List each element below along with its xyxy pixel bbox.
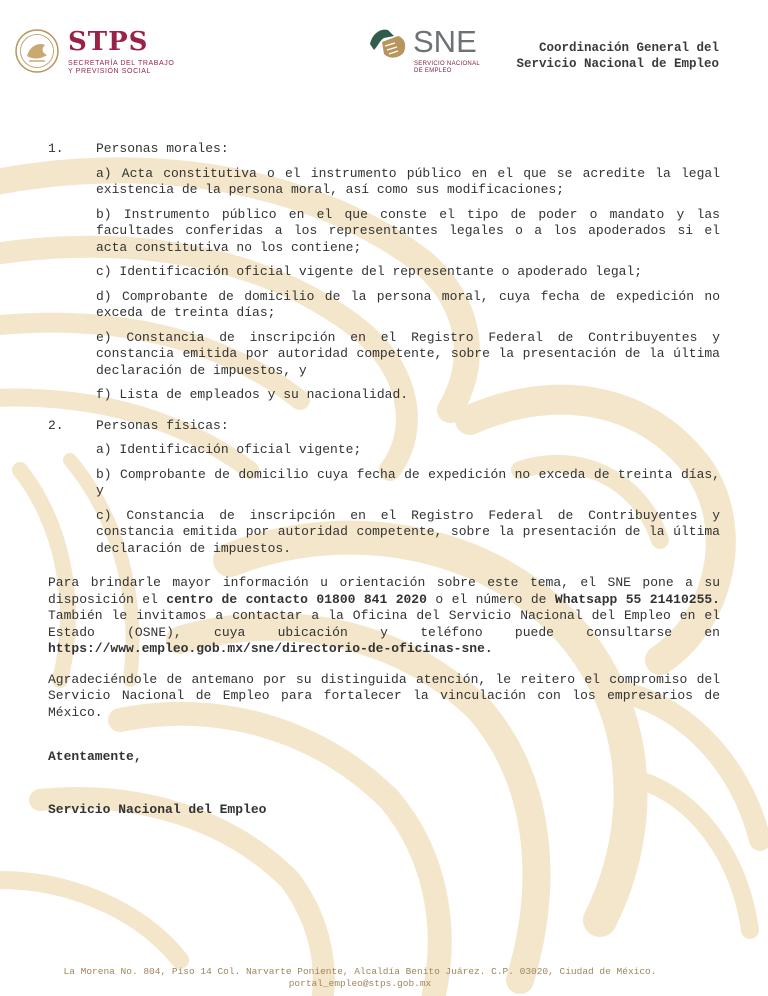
sne-subtitle <box>414 61 498 75</box>
closing-salutation: Atentamente, <box>48 749 142 764</box>
coordination-line2: Servicio Nacional de Empleo <box>516 57 719 71</box>
contact-info-paragraph <box>48 575 720 658</box>
footer-address: La Morena No. 804, Piso 14 Col. Narvarte Poniente, Alcaldía Benito Juárez. C.P. 03020, Ciudad de México. <box>63 966 657 977</box>
thanks-paragraph: Agradeciéndole de antemano por su distinguida atención, le reitero el compromiso del Servicio Nacional de Empleo para fortalecer la vinculación con los empresarios de México. <box>48 671 720 720</box>
list-item: b) Comprobante de domicilio cuya fecha de expedición no exceda de treinta días, y <box>96 466 720 498</box>
stps-subtitle-line2: Y PREVISIÓN SOCIAL <box>68 68 152 75</box>
section-2-title: Personas físicas: <box>96 417 229 433</box>
sne-subtitle-line2: DE EMPLEO <box>414 68 452 74</box>
page-footer <box>0 966 720 990</box>
section-1-heading <box>48 141 720 158</box>
list-item: f) Lista de empleados y su nacionalidad. <box>96 387 409 402</box>
section-1-number: 1. <box>48 141 64 156</box>
info-text-1: Para brindarle mayor información u orientación sobre este tema, el SNE pone a su disposición el <box>48 575 720 607</box>
section-2-number: 2. <box>48 417 64 433</box>
stps-logo-text: STPS <box>68 27 149 57</box>
sne-logo-text: SNE <box>413 24 477 59</box>
signature: Servicio Nacional del Empleo <box>48 801 267 817</box>
list-item: e) Constancia de inscripción en el Registro Federal de Contribuyentes y constancia emitida por autoridad competente, sobre la presentación de la última declaración de impuestos, y <box>96 329 720 378</box>
letter-body <box>48 141 720 818</box>
whatsapp-number: Whatsapp 55 21410255. <box>554 591 720 607</box>
list-item: a) Acta constitutiva o el instrumento público en el que se acredite la legal existencia de la persona moral, así como sus modificaciones; <box>96 165 720 197</box>
list-item: a) Identificación oficial vigente; <box>96 442 362 457</box>
national-seal-icon <box>14 28 60 74</box>
sne-handshake-icon <box>368 24 408 62</box>
list-item: c) Constancia de inscripción en el Registro Federal de Contribuyentes y constancia emitida por autoridad competente, sobre la presentación de la última declaración de impuestos. <box>96 507 720 556</box>
section-1-title: Personas morales: <box>96 141 229 156</box>
stps-subtitle <box>68 60 198 76</box>
list-item: c) Identificación oficial vigente del representante o apoderado legal; <box>96 264 643 279</box>
coordination-heading <box>516 40 719 72</box>
coordination-line1: Coordinación General del <box>538 41 719 55</box>
info-text-3: También le invitamos a contactar a la Oficina del Servicio Nacional del Empleo en el Estado (OSNE), cuya ubicación y teléfono puede consultarse en <box>48 608 720 640</box>
stps-subtitle-line1: SECRETARÍA DEL TRABAJO <box>68 60 175 67</box>
sne-subtitle-line1: SERVICIO NACIONAL <box>414 61 481 67</box>
footer-email[interactable]: portal_empleo@stps.gob.mx <box>288 978 432 989</box>
section-2-heading <box>48 418 720 435</box>
list-item: b) Instrumento público en el que conste el tipo de poder o mandato y las facultades conferidas a los representantes legales o a los apoderados si el acta constitutiva no los contiene; <box>96 206 720 255</box>
info-text-2: o el número de <box>426 591 555 607</box>
contact-center-number: centro de contacto 01800 841 2020 <box>166 591 427 607</box>
directory-link[interactable]: https://www.empleo.gob.mx/sne/directorio-de-oficinas-sne. <box>48 641 493 656</box>
list-item: d) Comprobante de domicilio de la persona moral, cuya fecha de expedición no exceda de treinta días; <box>96 288 720 320</box>
